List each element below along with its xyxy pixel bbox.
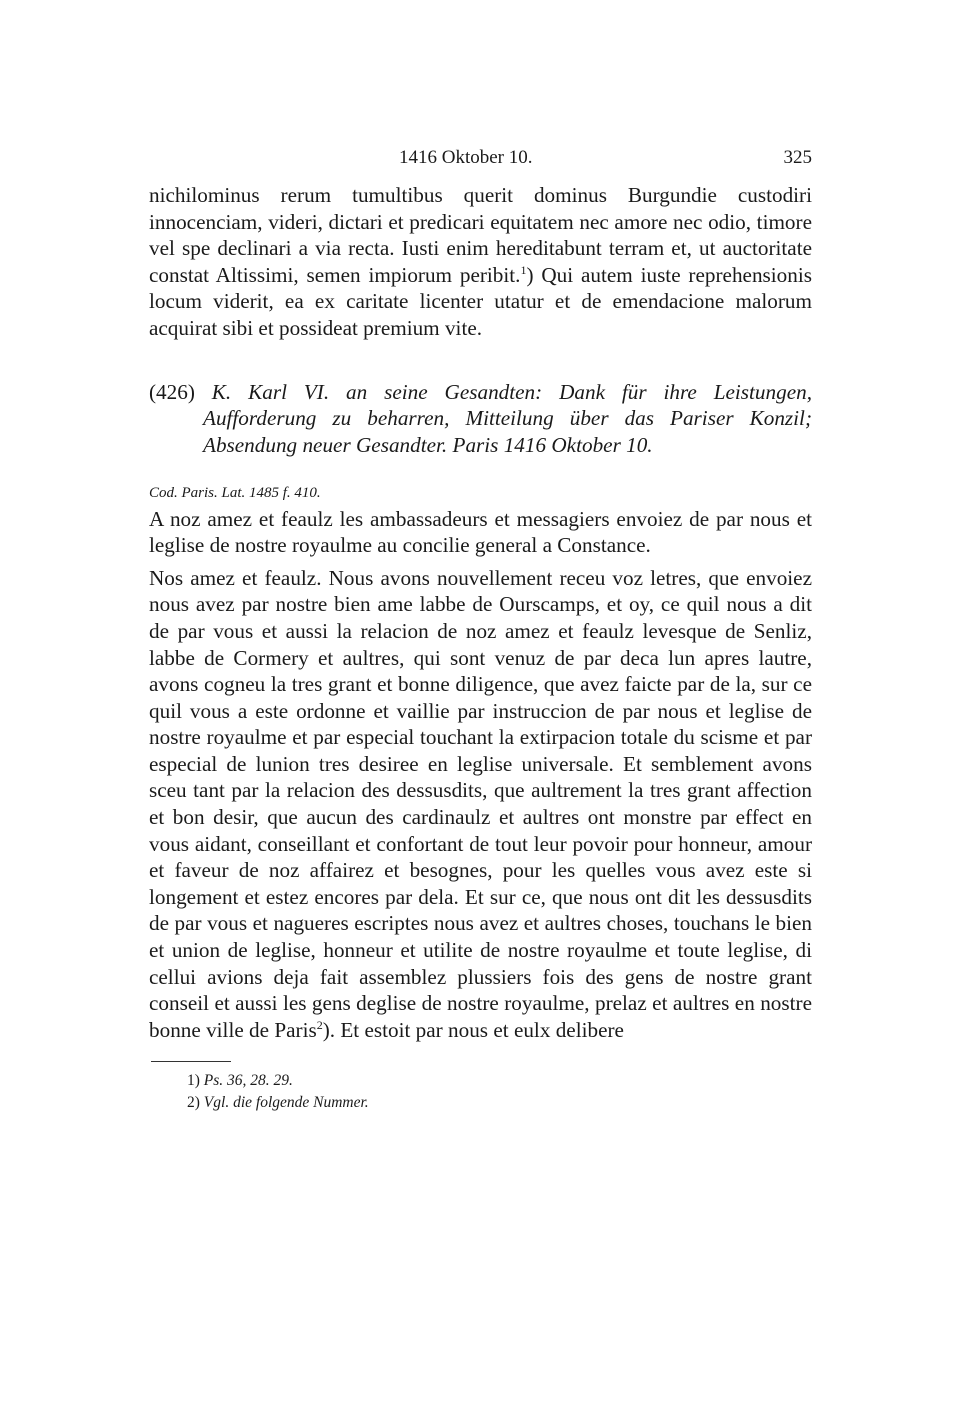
letter-text-2: ). Et estoit par nous et eulx delibere bbox=[322, 1017, 624, 1042]
footnote-1-text: Ps. 36, 28. 29. bbox=[203, 1072, 293, 1090]
letter-body bbox=[149, 565, 812, 1044]
letter-address: A noz amez et feaulz les ambassadeurs et messagiers envoiez de par nous et leglise de nostre royaulme au concilie general a Constance. bbox=[149, 506, 812, 558]
letter-text-1: Nos amez et feaulz. Nous avons nouvellement receu voz letres, que envoiez nous avez par nostre bien ame labbe de Ourscamps, et oy, ce quil nous a dit de par vous et aussi la relacion de noz amez et feaulz levesque de Senliz, labbe de Cormery et aultres, qui sont venuz de par deca lun apres lautre, avons cogneu la tres grant et bonne diligence, que avez faicte par de la, sur ce quil vous a este ordonne et vaillie par instruccion de par nous et leglise de nostre royaulme et par especial touchant la extirpacion totale du scisme et par especial de lunion tres desiree en leglise universale. Et semblement avons sceu tant par la relacion des dessusdits, que aultrement la tres grant affection et bon desir, que aucun des cardinaulz et aultres ont monstre par effect en vous aidant, conseillant et confortant de tout leur povoir pour honneur, amour et faveur de noz affairez et besognes, pour les quelles vous avez este si longement et estez encores par dela. Et sur ce, que nous ont dit les dessusdits de par vous et nagueres escriptes nous avez et aultres choses, touchans le bien et union de leglise, honneur et utilite de nostre royaulme et toute leglise, di cellui avions deja fait assemblez plussiers fois des gens de nostre grant conseil et aussi les gens deglise de nostre royaulme, prelaz et aultres en nostre bonne ville de Paris bbox=[149, 565, 812, 1042]
entry-number: (426) bbox=[149, 379, 195, 404]
running-head bbox=[149, 140, 812, 176]
footnote-1-mark: 1) bbox=[187, 1072, 200, 1090]
footnote-ref-2: 2 bbox=[316, 1017, 323, 1032]
footnote-1 bbox=[187, 1070, 812, 1092]
page-number: 325 bbox=[783, 147, 812, 168]
continuation-text-1: nichilominus rerum tumultibus querit dominus Burgundie custodiri innocenciam, videri, dictari et predicari equitatem nec amore nec odio, timore vel spe declinari a via recta. Iusti enim hereditabunt terram et, ut auctoritate constat Altissimi, semen impiorum peribit. bbox=[149, 183, 812, 287]
footnote-divider bbox=[151, 1061, 231, 1062]
entry-heading bbox=[149, 379, 812, 459]
footnotes bbox=[149, 1070, 812, 1114]
source-citation: Cod. Paris. Lat. 1485 f. 410. bbox=[149, 484, 321, 501]
running-head-date: 1416 Oktober 10. bbox=[399, 147, 533, 168]
footnote-2-text: Vgl. die folgende Nummer. bbox=[203, 1094, 369, 1112]
entry-title: K. Karl VI. an seine Gesandten: Dank für ihre Leistungen, Aufforderung zu beharren, Mitteilung über das Pariser Konzil; Absendung neuer Gesandter. Paris 1416 Oktober 10. bbox=[203, 379, 813, 457]
footnote-ref-1: 1 bbox=[520, 262, 527, 277]
footnote-2 bbox=[187, 1092, 812, 1114]
footnote-2-mark: 2) bbox=[187, 1094, 200, 1112]
continuation-paragraph bbox=[149, 182, 812, 342]
document-page bbox=[149, 140, 812, 1114]
continuation-text-2: ) Qui autem iuste reprehensionis locum viderit, ea ex caritate licenter utatur et de emendacione malorum acquirat sibi et possideat premium vite. bbox=[149, 262, 812, 340]
